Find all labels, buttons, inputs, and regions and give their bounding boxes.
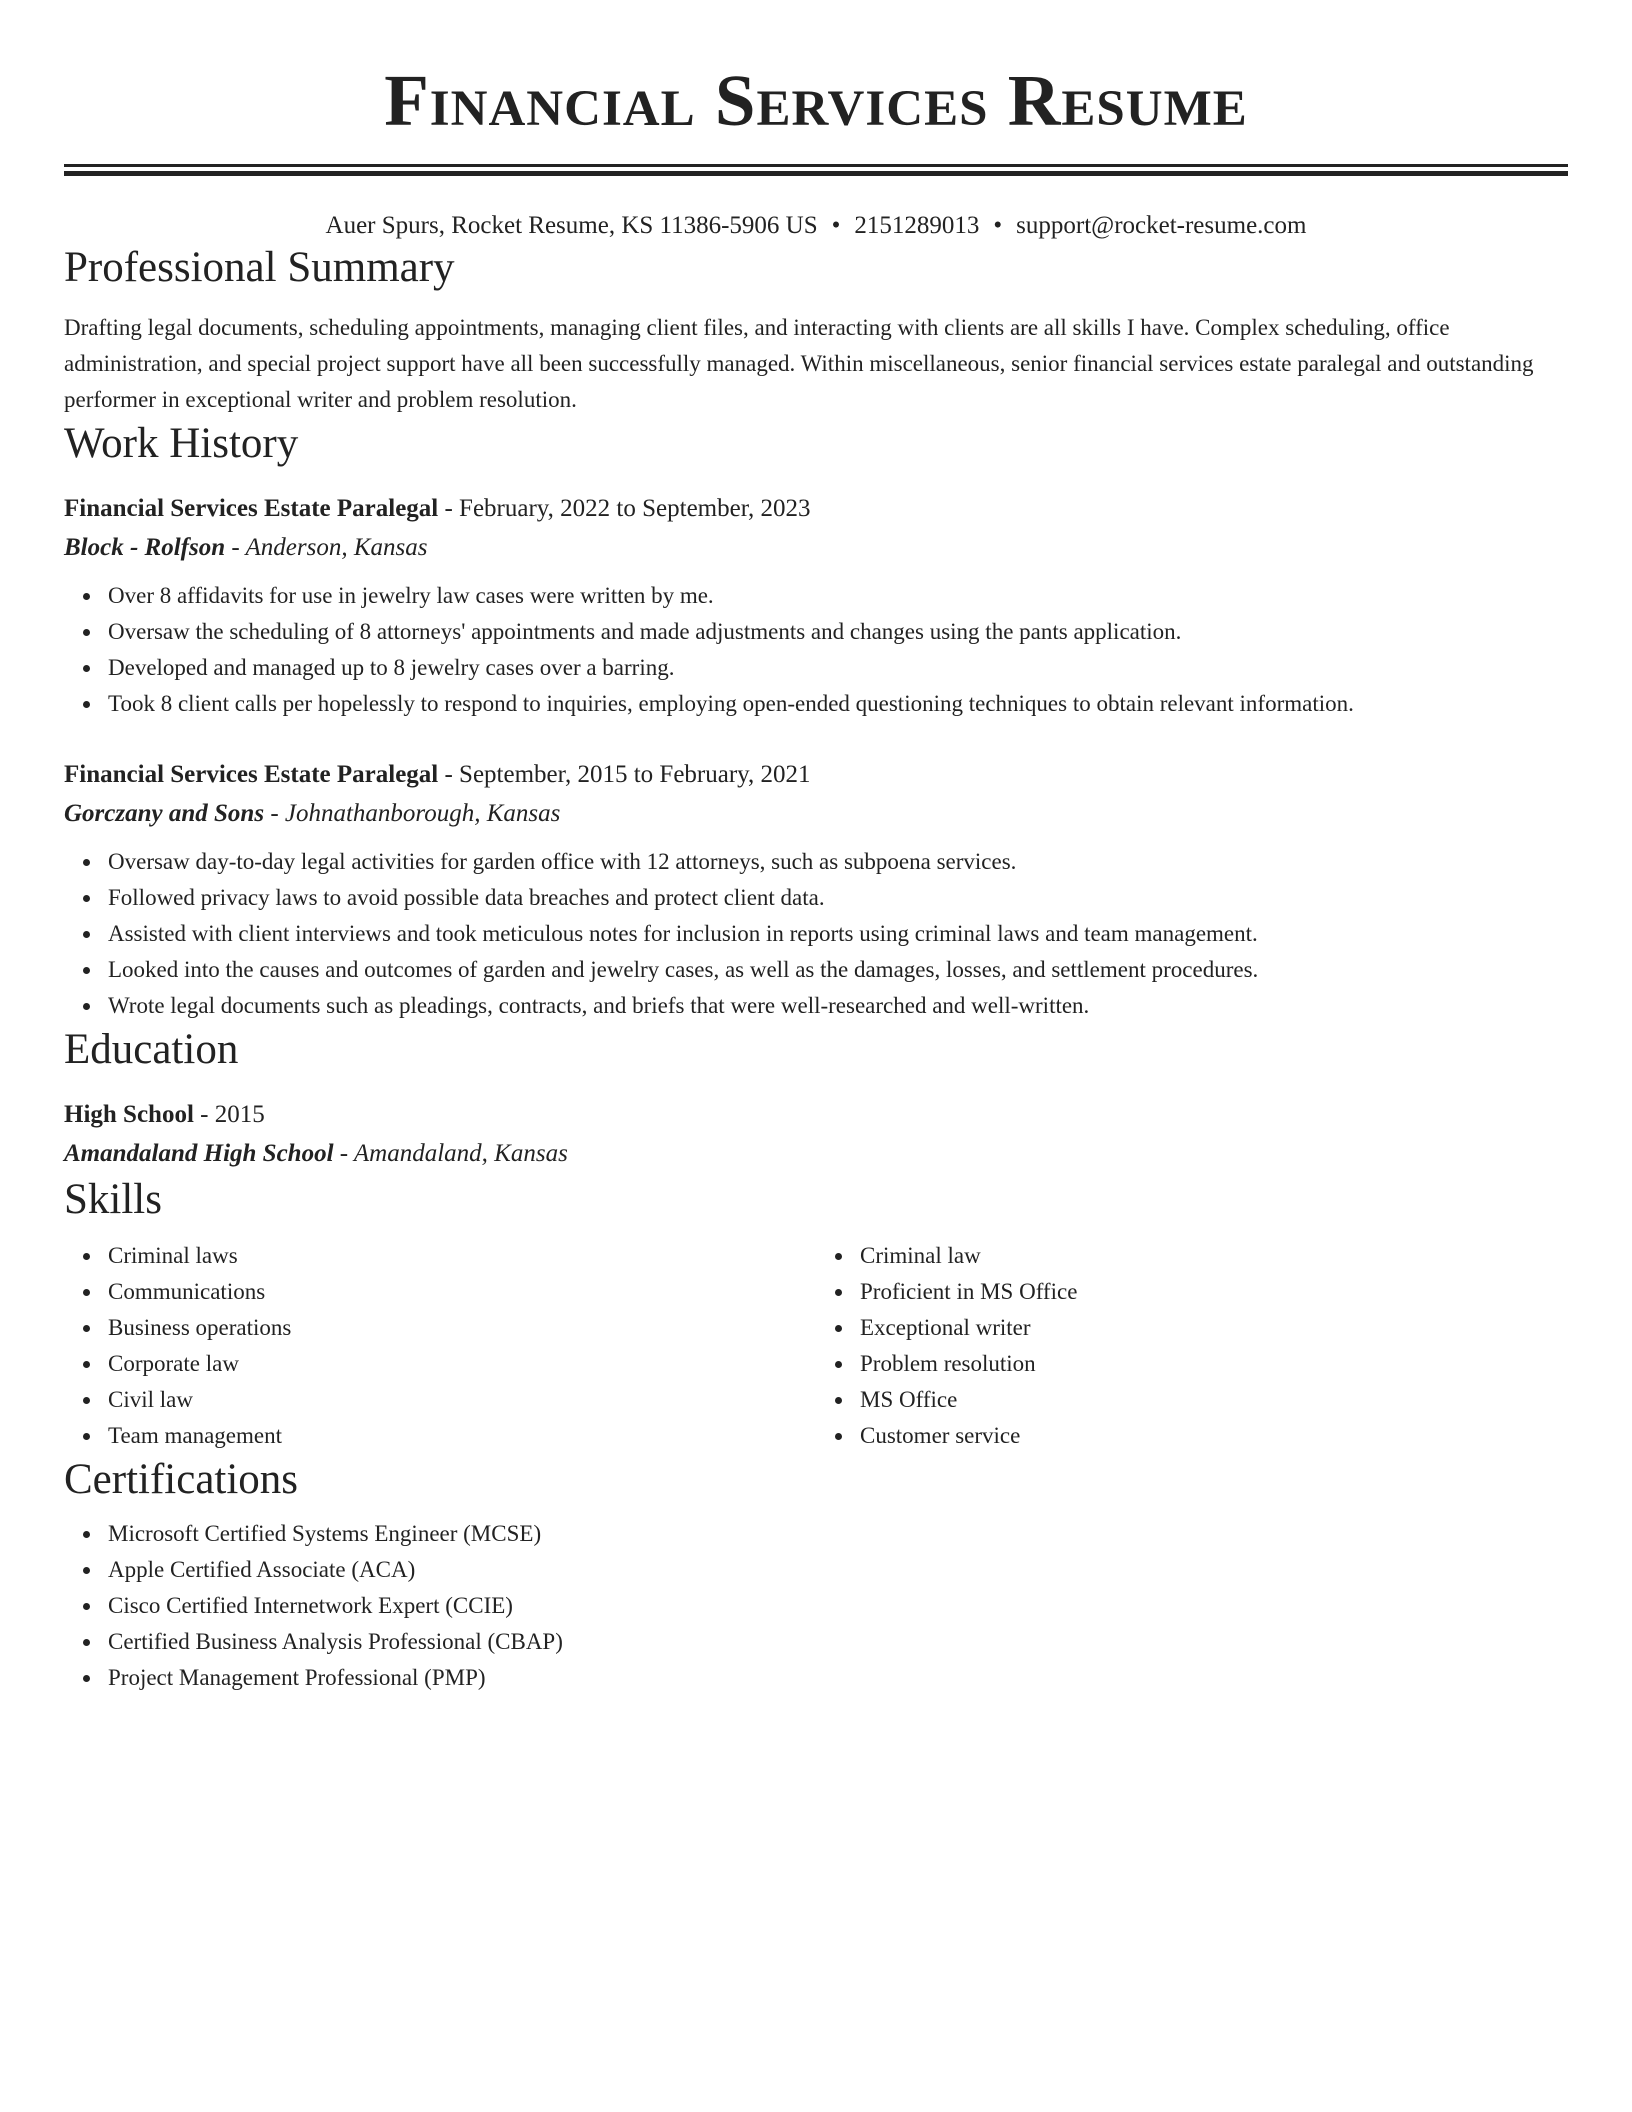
skill-item: Proficient in MS Office: [860, 1274, 1568, 1310]
skill-item: Communications: [108, 1274, 816, 1310]
skill-item: Team management: [108, 1418, 816, 1454]
degree-year: - 2015: [193, 1101, 265, 1128]
job-bullets: [64, 578, 1568, 722]
degree-line: [64, 1096, 1568, 1134]
job-title-line: [64, 756, 1568, 794]
job-title-line: [64, 490, 1568, 528]
title-divider: [64, 164, 1568, 176]
education-entry: [64, 1096, 1568, 1174]
certification-item: Project Management Professional (PMP): [108, 1660, 1568, 1696]
contact-address: Auer Spurs, Rocket Resume, KS 11386-5906 US: [325, 212, 818, 239]
skill-item: Corporate law: [108, 1346, 816, 1382]
company-line: [64, 794, 1568, 834]
skill-item: MS Office: [860, 1382, 1568, 1418]
skill-item: Criminal laws: [108, 1238, 816, 1274]
certifications-list: [64, 1516, 1568, 1696]
list-item: Wrote legal documents such as pleadings, contracts, and briefs that were well-researched and well-written.: [108, 988, 1568, 1024]
list-item: Looked into the causes and outcomes of garden and jewelry cases, as well as the damages, losses, and settlement procedures.: [108, 952, 1568, 988]
school-line: [64, 1134, 1568, 1174]
contact-separator: •: [993, 212, 1003, 239]
list-item: Assisted with client interviews and took meticulous notes for inclusion in reports using criminal laws and team management.: [108, 916, 1568, 952]
job-title: Financial Services Estate Paralegal: [64, 495, 439, 522]
company-name: Block - Rolfson: [64, 534, 226, 561]
certifications-heading: Certifications: [64, 1456, 299, 1503]
job-title: Financial Services Estate Paralegal: [64, 761, 439, 788]
company-location: - Anderson, Kansas: [225, 534, 428, 561]
skill-item: Customer service: [860, 1418, 1568, 1454]
skill-item: Civil law: [108, 1382, 816, 1418]
skill-item: Problem resolution: [860, 1346, 1568, 1382]
certification-item: Apple Certified Associate (ACA): [108, 1552, 1568, 1588]
job-entry: [64, 756, 1568, 1024]
list-item: Developed and managed up to 8 jewelry cases over a barring.: [108, 650, 1568, 686]
company-location: - Johnathanborough, Kansas: [264, 800, 561, 827]
certification-item: Cisco Certified Internetwork Expert (CCIE): [108, 1588, 1568, 1624]
certification-item: Certified Business Analysis Professional (CBAP): [108, 1624, 1568, 1660]
job-bullets: [64, 844, 1568, 1024]
company-name: Gorczany and Sons: [64, 800, 265, 827]
contact-line: [64, 210, 1568, 242]
resume-title: Financial Services Resume: [384, 60, 1248, 141]
list-item: Over 8 affidavits for use in jewelry law cases were written by me.: [108, 578, 1568, 614]
skills-column-left: [64, 1238, 816, 1454]
company-line: [64, 528, 1568, 568]
contact-separator: •: [831, 212, 841, 239]
summary-heading: Professional Summary: [64, 244, 455, 291]
education-heading: Education: [64, 1026, 239, 1073]
school-location: - Amandaland, Kansas: [333, 1140, 568, 1167]
contact-email: support@rocket-resume.com: [1016, 212, 1307, 239]
job-dates: - September, 2015 to February, 2021: [438, 761, 811, 788]
skill-item: Criminal law: [860, 1238, 1568, 1274]
certification-item: Microsoft Certified Systems Engineer (MCSE): [108, 1516, 1568, 1552]
skill-item: Exceptional writer: [860, 1310, 1568, 1346]
work-history-heading: Work History: [64, 420, 299, 467]
resume-page: [64, 0, 1568, 1696]
skills-heading: Skills: [64, 1176, 162, 1223]
job-entry: [64, 490, 1568, 722]
list-item: Oversaw day-to-day legal activities for garden office with 12 attorneys, such as subpoena services.: [108, 844, 1568, 880]
list-item: Followed privacy laws to avoid possible data breaches and protect client data.: [108, 880, 1568, 916]
list-item: Oversaw the scheduling of 8 attorneys' appointments and made adjustments and changes using the pants application.: [108, 614, 1568, 650]
job-dates: - February, 2022 to September, 2023: [438, 495, 811, 522]
skill-item: Business operations: [108, 1310, 816, 1346]
degree-name: High School: [64, 1101, 194, 1128]
summary-text: Drafting legal documents, scheduling appointments, managing client files, and interacting with clients are all skills I have. Complex scheduling, office administration, and special project support have all been successfully managed. Within miscellaneous, senior financial services estate paralegal and outstanding performer in exceptional writer and problem resolution.: [64, 315, 1534, 412]
skills-grid: [64, 1238, 1568, 1454]
list-item: Took 8 client calls per hopelessly to respond to inquiries, employing open-ended questioning techniques to obtain relevant information.: [108, 686, 1568, 722]
contact-phone: 2151289013: [854, 212, 980, 239]
school-name: Amandaland High School: [64, 1140, 334, 1167]
skills-column-right: [816, 1238, 1568, 1454]
